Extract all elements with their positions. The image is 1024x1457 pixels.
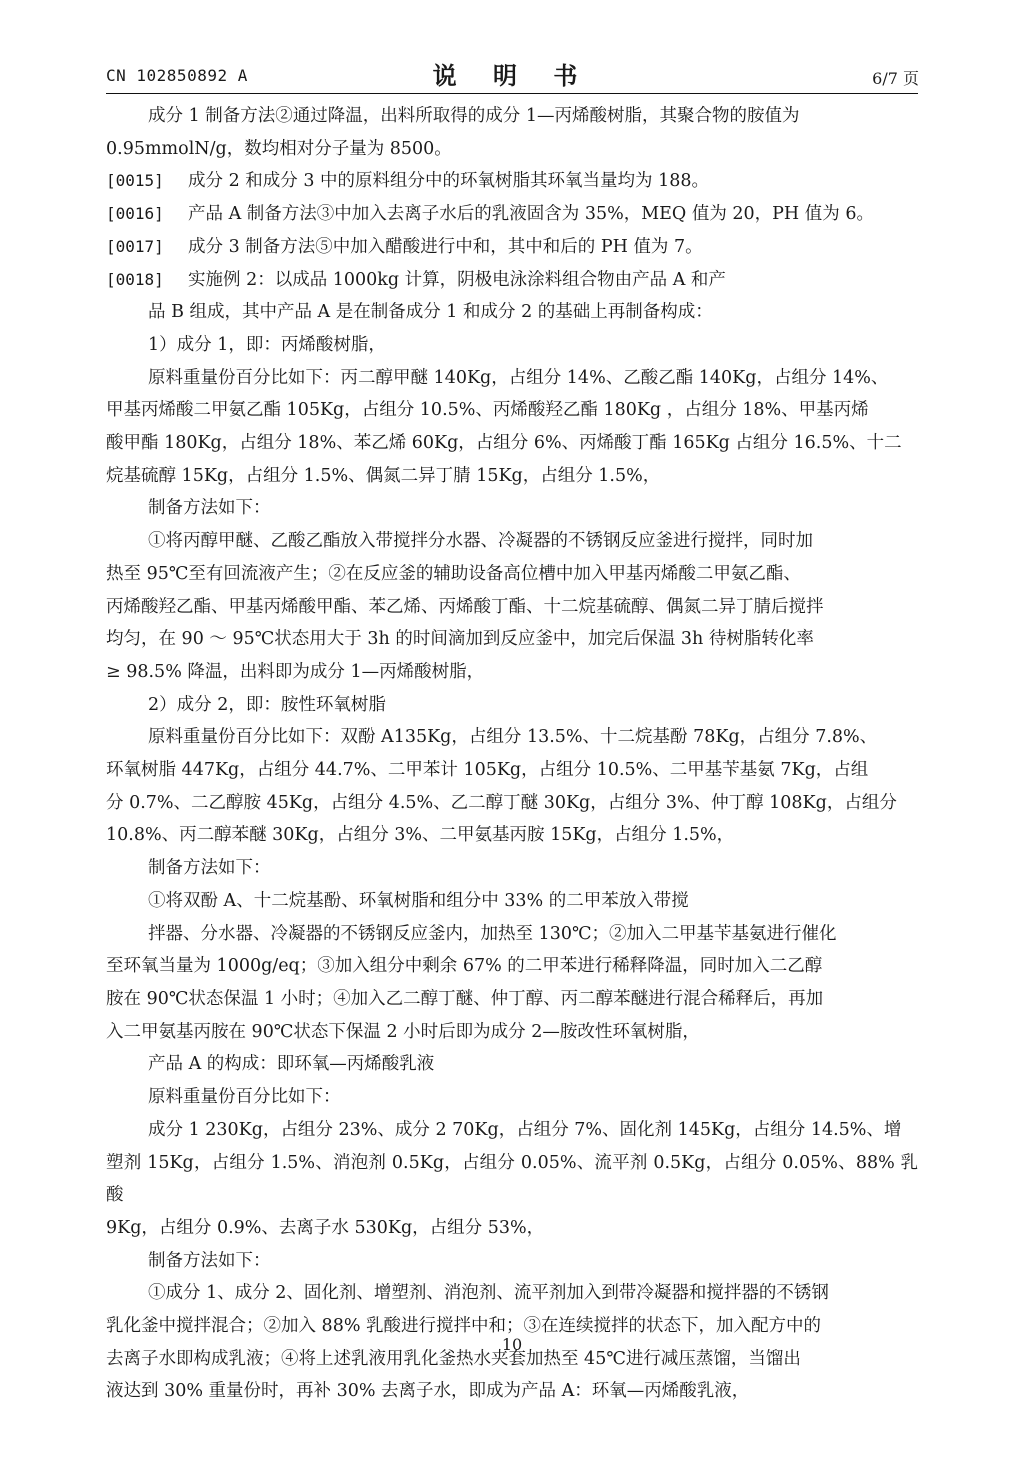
line-text: 乳化釜中搅拌混合；②加入 88% 乳酸进行搅拌中和；③在连续搅拌的状态下，加入配方中的 <box>106 1316 822 1337</box>
text-line <box>106 721 918 754</box>
text-line <box>106 427 918 460</box>
line-text: 酸甲酯 180Kg，占组分 18%、苯乙烯 60Kg，占组分 6%、丙烯酸丁酯 165Kg 占组分 16.5%、十二 <box>106 433 902 454</box>
line-text: 胺在 90℃状态保温 1 小时；④加入乙二醇丁醚、仲丁醇、丙二醇苯醚进行混合稀释后，再加 <box>106 988 824 1009</box>
line-text: 1）成分 1，即：丙烯酸树脂， <box>148 334 386 355</box>
page-number: 10 <box>501 1335 523 1354</box>
line-text: 产品 A 的构成：即环氧—丙烯酸乳液 <box>148 1054 435 1075</box>
document-title: 说 明 书 <box>432 61 592 90</box>
line-text: 成分 2 和成分 3 中的原料组分中的环氧树脂其环氧当量均为 188。 <box>188 171 709 192</box>
text-line <box>106 1114 918 1147</box>
text-line <box>106 918 918 951</box>
line-text: ①将丙醇甲醚、乙酸乙酯放入带搅拌分水器、冷凝器的不锈钢反应釜进行搅拌，同时加 <box>148 531 813 552</box>
document-body <box>106 100 918 1408</box>
line-text: 9Kg，占组分 0.9%、去离子水 530Kg，占组分 53%， <box>106 1217 545 1238</box>
line-text: ①成分 1、成分 2、固化剂、增塑剂、消泡剂、流平剂加入到带冷凝器和搅拌器的不锈钢 <box>148 1283 829 1304</box>
line-text: 原料重量份百分比如下：双酚 A135Kg，占组分 13.5%、十二烷基酚 78Kg，占组分 7.8%、 <box>148 727 878 748</box>
page-count: 6/7 页 <box>872 69 919 88</box>
text-line <box>106 231 918 264</box>
text-line <box>106 525 918 558</box>
publication-number: CN 102850892 A <box>106 66 248 85</box>
line-text: 0.95mmolN/g，数均相对分子量为 8500。 <box>106 138 452 159</box>
line-text: 成分 1 制备方法②通过降温，出料所取得的成分 1—丙烯酸树脂，其聚合物的胺值为 <box>148 106 800 126</box>
text-line <box>106 362 918 395</box>
text-line <box>106 100 918 133</box>
text-line <box>106 689 918 722</box>
text-line <box>106 264 918 297</box>
text-line <box>106 1147 918 1212</box>
line-text: 甲基丙烯酸二甲氨乙酯 105Kg，占组分 10.5%、丙烯酸羟乙酯 180Kg ，占组分 18%、甲基丙烯 <box>106 400 869 421</box>
page-header <box>0 56 1024 96</box>
text-line <box>106 1016 918 1049</box>
text-line <box>106 1081 918 1114</box>
text-line <box>106 133 918 166</box>
line-text: 去离子水即构成乳液；④将上述乳液用乳化釜热水夹套加热至 45℃进行减压蒸馏，当馏出 <box>106 1348 801 1369</box>
text-line <box>106 165 918 198</box>
line-text: 10.8%、丙二醇苯醚 30Kg，占组分 3%、二甲氨基丙胺 15Kg，占组分 1.5%， <box>106 825 735 846</box>
text-line <box>106 754 918 787</box>
text-line <box>106 460 918 493</box>
line-text: 2）成分 2，即：胺性环氧树脂 <box>148 694 386 715</box>
text-line <box>106 1245 918 1278</box>
line-text: 成分 3 制备方法⑤中加入醋酸进行中和，其中和后的 PH 值为 7。 <box>188 236 703 257</box>
line-text: 原料重量份百分比如下：丙二醇甲醚 140Kg，占组分 14%、乙酸乙酯 140Kg，占组分 14%、 <box>148 367 889 388</box>
paragraph-number: [0015] <box>106 171 164 191</box>
line-text: 制备方法如下： <box>148 858 271 879</box>
line-text: 品 B 组成，其中产品 A 是在制备成分 1 和成分 2 的基础上再制备构成： <box>148 302 713 323</box>
text-line <box>106 591 918 624</box>
line-text: 制备方法如下： <box>148 1250 271 1271</box>
line-text: 热至 95℃至有回流液产生；②在反应釜的辅助设备高位槽中加入甲基丙烯酸二甲氨乙酯、 <box>106 563 801 584</box>
header-rule <box>106 93 918 94</box>
line-text: 成分 1 230Kg，占组分 23%、成分 2 70Kg，占组分 7%、固化剂 145Kg，占组分 14.5%、增 <box>148 1119 902 1140</box>
text-line <box>106 329 918 362</box>
line-text: 分 0.7%、二乙醇胺 45Kg，占组分 4.5%、乙二醇丁醚 30Kg，占组分 3%、仲丁醇 108Kg，占组分 <box>106 792 897 813</box>
text-line <box>106 1375 918 1408</box>
text-line <box>106 656 918 689</box>
line-text: 实施例 2：以成品 1000kg 计算，阴极电泳涂料组合物由产品 A 和产 <box>188 269 726 290</box>
text-line <box>106 983 918 1016</box>
line-text: 入二甲氨基丙胺在 90℃状态下保温 2 小时后即为成分 2—胺改性环氧树脂， <box>106 1021 700 1042</box>
text-line <box>106 492 918 525</box>
line-text: 至环氧当量为 1000g/eq；③加入组分中剩余 67% 的二甲苯进行稀释降温，同时加入二乙醇 <box>106 956 823 977</box>
line-text: 均匀，在 90 ～ 95℃状态用大于 3h 的时间滴加到反应釜中，加完后保温 3h 待树脂转化率 <box>106 629 814 650</box>
paragraph-number: [0018] <box>106 269 164 289</box>
text-line <box>106 819 918 852</box>
text-line <box>106 198 918 231</box>
line-text: 液达到 30% 重量份时，再补 30% 去离子水，即成为产品 A：环氧—丙烯酸乳液， <box>106 1381 750 1402</box>
text-line <box>106 787 918 820</box>
text-line <box>106 296 918 329</box>
line-text: ≥ 98.5% 降温，出料即为成分 1—丙烯酸树脂， <box>106 661 485 682</box>
line-text: 拌器、分水器、冷凝器的不锈钢反应釜内，加热至 130℃；②加入二甲基苄基氨进行催化 <box>148 923 837 944</box>
text-line <box>106 852 918 885</box>
paragraph-number: [0016] <box>106 204 164 224</box>
text-line <box>106 885 918 918</box>
text-line <box>106 558 918 591</box>
line-text: 制备方法如下： <box>148 498 271 519</box>
line-text: 烷基硫醇 15Kg，占组分 1.5%、偶氮二异丁腈 15Kg，占组分 1.5%， <box>106 465 661 486</box>
line-text: ①将双酚 A、十二烷基酚、环氧树脂和组分中 33% 的二甲苯放入带搅 <box>148 890 689 911</box>
text-line <box>106 1048 918 1081</box>
line-text: 产品 A 制备方法③中加入去离子水后的乳液固含为 35%，MEQ 值为 20，PH 值为 6。 <box>188 204 874 225</box>
line-text: 环氧树脂 447Kg，占组分 44.7%、二甲苯计 105Kg，占组分 10.5%、二甲基苄基氨 7Kg，占组 <box>106 760 869 781</box>
text-line <box>106 623 918 656</box>
text-line <box>106 950 918 983</box>
text-line <box>106 394 918 427</box>
text-line <box>106 1277 918 1310</box>
line-text: 塑剂 15Kg，占组分 1.5%、消泡剂 0.5Kg，占组分 0.05%、流平剂 0.5Kg，占组分 0.05%、88% 乳酸 <box>106 1152 918 1206</box>
line-text: 原料重量份百分比如下： <box>148 1087 341 1108</box>
line-text: 丙烯酸羟乙酯、甲基丙烯酸甲酯、苯乙烯、丙烯酸丁酯、十二烷基硫醇、偶氮二异丁腈后搅拌 <box>106 596 824 617</box>
text-line <box>106 1212 918 1245</box>
paragraph-number: [0017] <box>106 236 164 256</box>
